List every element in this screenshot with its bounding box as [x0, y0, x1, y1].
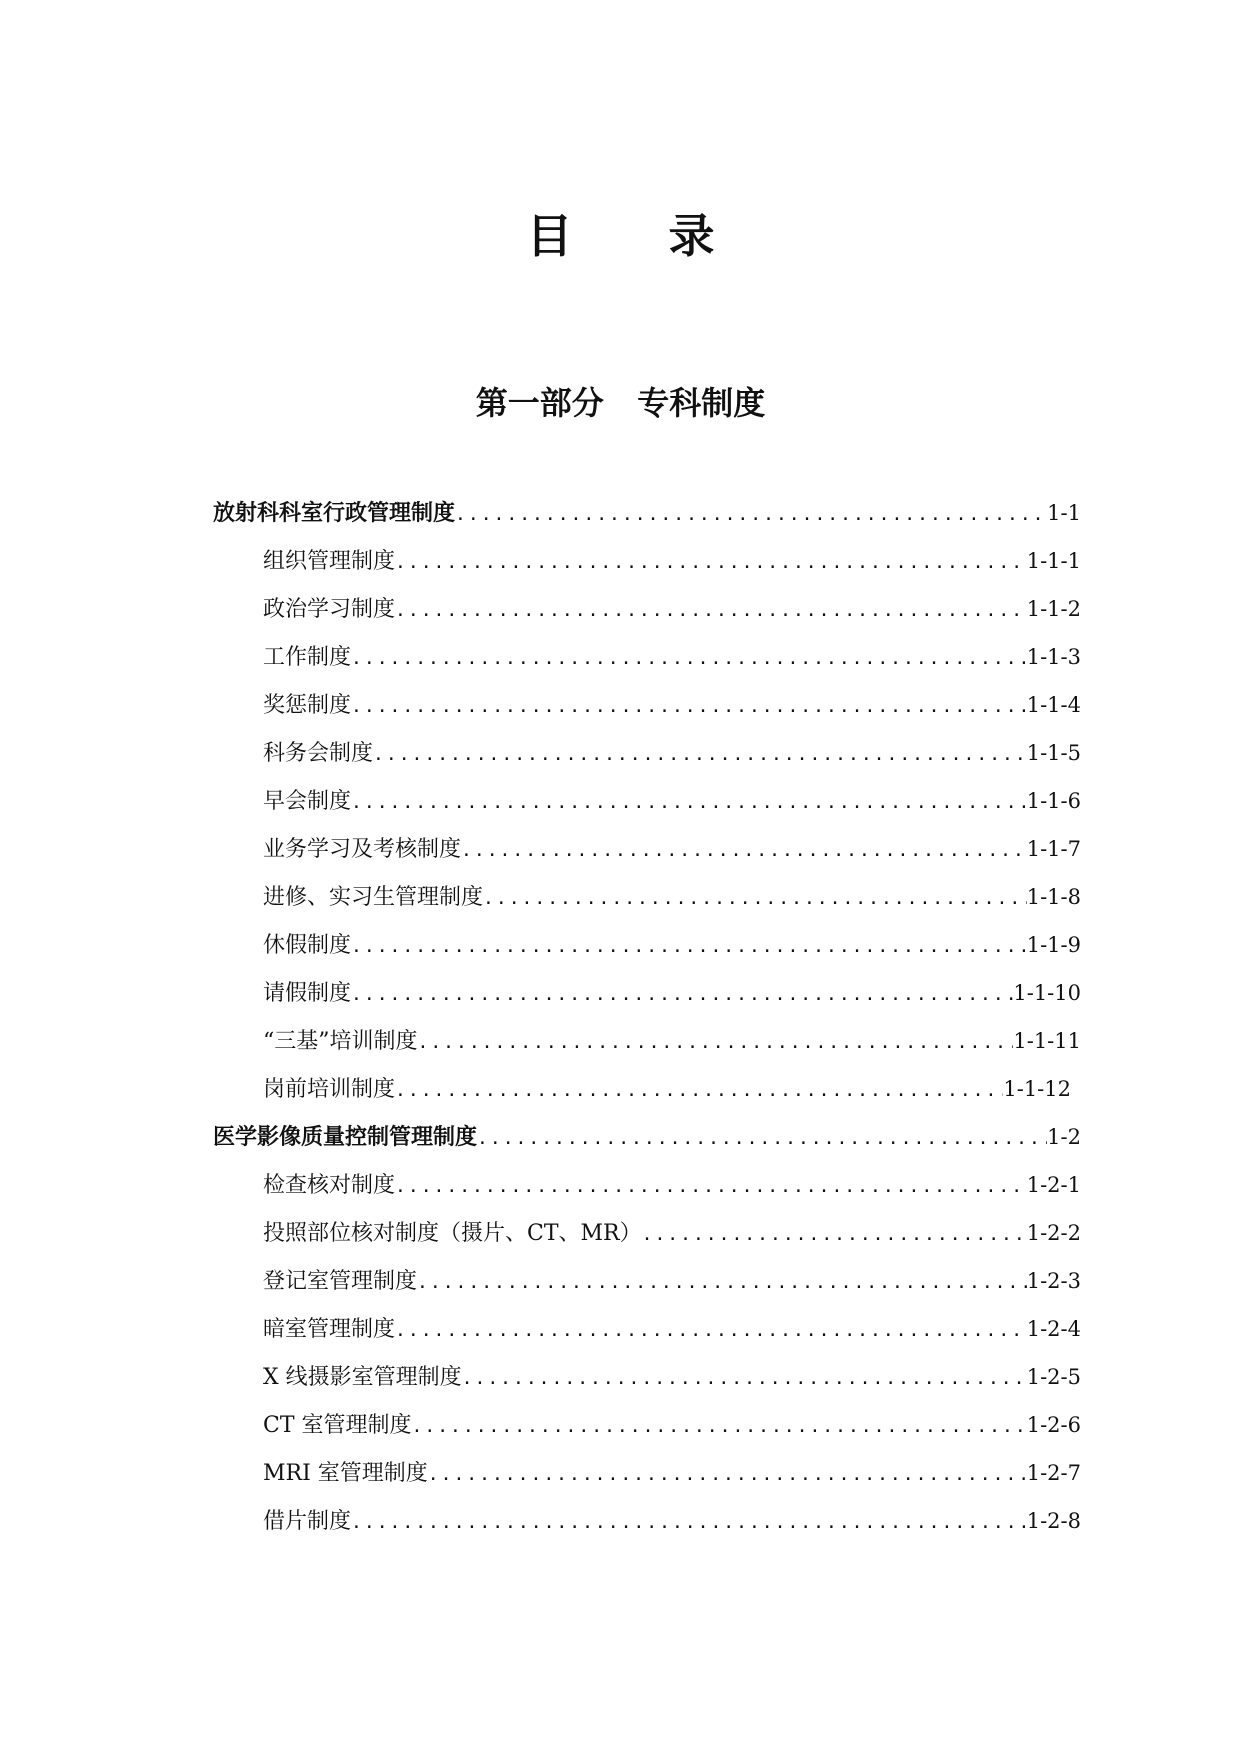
toc-item-entry[interactable] [263, 1501, 1081, 1541]
toc-entry-label: 早会制度 [263, 789, 352, 814]
toc-leader-dots [351, 927, 1027, 967]
part-title: 第一部分 专科制度 [475, 384, 766, 422]
toc-item-entry[interactable] [263, 1069, 1071, 1109]
toc-entry-label: 进修、实习生管理制度 [263, 885, 484, 910]
toc-item-entry[interactable] [263, 1261, 1081, 1301]
toc-leader-dots [395, 591, 1027, 631]
toc-page-number: 1-1-2 [1026, 597, 1081, 621]
toc-page-number: 1-1-6 [1026, 789, 1081, 813]
toc-page-number: 1-1-12 [1003, 1077, 1071, 1101]
toc-page-number: 1-1-7 [1026, 837, 1081, 861]
toc-page-number: 1-2-8 [1026, 1509, 1081, 1533]
toc-entry-label: MRI 室管理制度 [263, 1461, 428, 1486]
toc-entry-label: 投照部位核对制度（摄片、CT、MR） [263, 1221, 642, 1246]
toc-item-entry[interactable] [263, 1309, 1081, 1349]
toc-page-number: 1-1-11 [1013, 1029, 1081, 1053]
toc-item-entry[interactable] [263, 1357, 1081, 1397]
toc-item-entry[interactable] [263, 1405, 1081, 1445]
toc-item-entry[interactable] [263, 733, 1081, 773]
toc-leader-dots [351, 783, 1027, 823]
toc-page-number: 1-1 [1047, 501, 1081, 525]
toc-page-number: 1-1-3 [1026, 645, 1081, 669]
toc-entry-label: 放射科科室行政管理制度 [213, 501, 456, 526]
toc-leader-dots [395, 1167, 1027, 1207]
toc-leader-dots [395, 1311, 1027, 1351]
toc-leader-dots [395, 1071, 1003, 1111]
page-title: 目 录 [526, 209, 755, 263]
toc-page-number: 1-2-6 [1026, 1413, 1081, 1437]
toc-item-entry[interactable] [263, 781, 1081, 821]
toc-page-number: 1-1-4 [1026, 693, 1081, 717]
toc-page-number: 1-1-9 [1026, 933, 1081, 957]
toc-leader-dots [351, 975, 1013, 1015]
toc-leader-dots [351, 639, 1027, 679]
toc-leader-dots [428, 1455, 1027, 1495]
toc-page-number: 1-1-1 [1026, 549, 1081, 573]
toc-page-number: 1-2-7 [1026, 1461, 1081, 1485]
toc-item-entry[interactable] [263, 685, 1081, 725]
toc-page-number: 1-1-10 [1013, 981, 1081, 1005]
toc-leader-dots [477, 1119, 1047, 1159]
toc-leader-dots [483, 879, 1027, 919]
toc-entry-label: 检查核对制度 [263, 1173, 396, 1198]
toc-leader-dots [455, 495, 1047, 535]
toc-leader-dots [351, 1503, 1027, 1543]
toc-leader-dots [395, 543, 1027, 583]
toc-page-number: 1-1-8 [1026, 885, 1081, 909]
toc-section-entry[interactable] [213, 1117, 1081, 1157]
toc-item-entry[interactable] [263, 877, 1081, 917]
toc-entry-label: 借片制度 [263, 1509, 352, 1534]
toc-item-entry[interactable] [263, 1021, 1081, 1061]
toc-item-entry[interactable] [263, 541, 1081, 581]
toc-leader-dots [417, 1263, 1027, 1303]
toc-leader-dots [418, 1023, 1014, 1063]
toc-page-number: 1-2 [1047, 1125, 1081, 1149]
toc-entry-label: 岗前培训制度 [263, 1077, 396, 1102]
toc-page-number: 1-2-4 [1026, 1317, 1081, 1341]
toc-leader-dots [642, 1215, 1027, 1255]
toc-entry-label: 科务会制度 [263, 741, 374, 766]
toc-page-number: 1-2-3 [1026, 1269, 1081, 1293]
toc-leader-dots [462, 1359, 1027, 1399]
toc-item-entry[interactable] [263, 637, 1081, 677]
toc-entry-label: 医学影像质量控制管理制度 [213, 1125, 478, 1150]
toc-item-entry[interactable] [263, 1453, 1081, 1493]
toc-entry-label: 政治学习制度 [263, 597, 396, 622]
toc-item-entry[interactable] [263, 589, 1081, 629]
toc-item-entry[interactable] [263, 925, 1081, 965]
toc-entry-label: 请假制度 [263, 981, 352, 1006]
toc-page-number: 1-1-5 [1026, 741, 1081, 765]
toc-leader-dots [373, 735, 1027, 775]
toc-entry-label: 登记室管理制度 [263, 1269, 418, 1294]
toc-entry-label: CT 室管理制度 [263, 1413, 412, 1438]
toc-entry-label: “三基”培训制度 [263, 1029, 418, 1054]
toc-item-entry[interactable] [263, 1165, 1081, 1205]
toc-section-entry[interactable] [213, 493, 1081, 533]
toc-entry-label: 组织管理制度 [263, 549, 396, 574]
toc-item-entry[interactable] [263, 973, 1081, 1013]
toc-page-number: 1-2-5 [1026, 1365, 1081, 1389]
toc-leader-dots [461, 831, 1027, 871]
toc-item-entry[interactable] [263, 1213, 1081, 1253]
toc-entry-label: X 线摄影室管理制度 [263, 1365, 462, 1390]
toc-entry-label: 工作制度 [263, 645, 352, 670]
toc-item-entry[interactable] [263, 829, 1081, 869]
toc-leader-dots [351, 687, 1027, 727]
toc-page-number: 1-2-1 [1026, 1173, 1081, 1197]
toc-entry-label: 业务学习及考核制度 [263, 837, 462, 862]
toc-entry-label: 奖惩制度 [263, 693, 352, 718]
toc-entry-label: 休假制度 [263, 933, 352, 958]
toc-page-number: 1-2-2 [1026, 1221, 1081, 1245]
toc-leader-dots [412, 1407, 1027, 1447]
toc-entry-label: 暗室管理制度 [263, 1317, 396, 1342]
